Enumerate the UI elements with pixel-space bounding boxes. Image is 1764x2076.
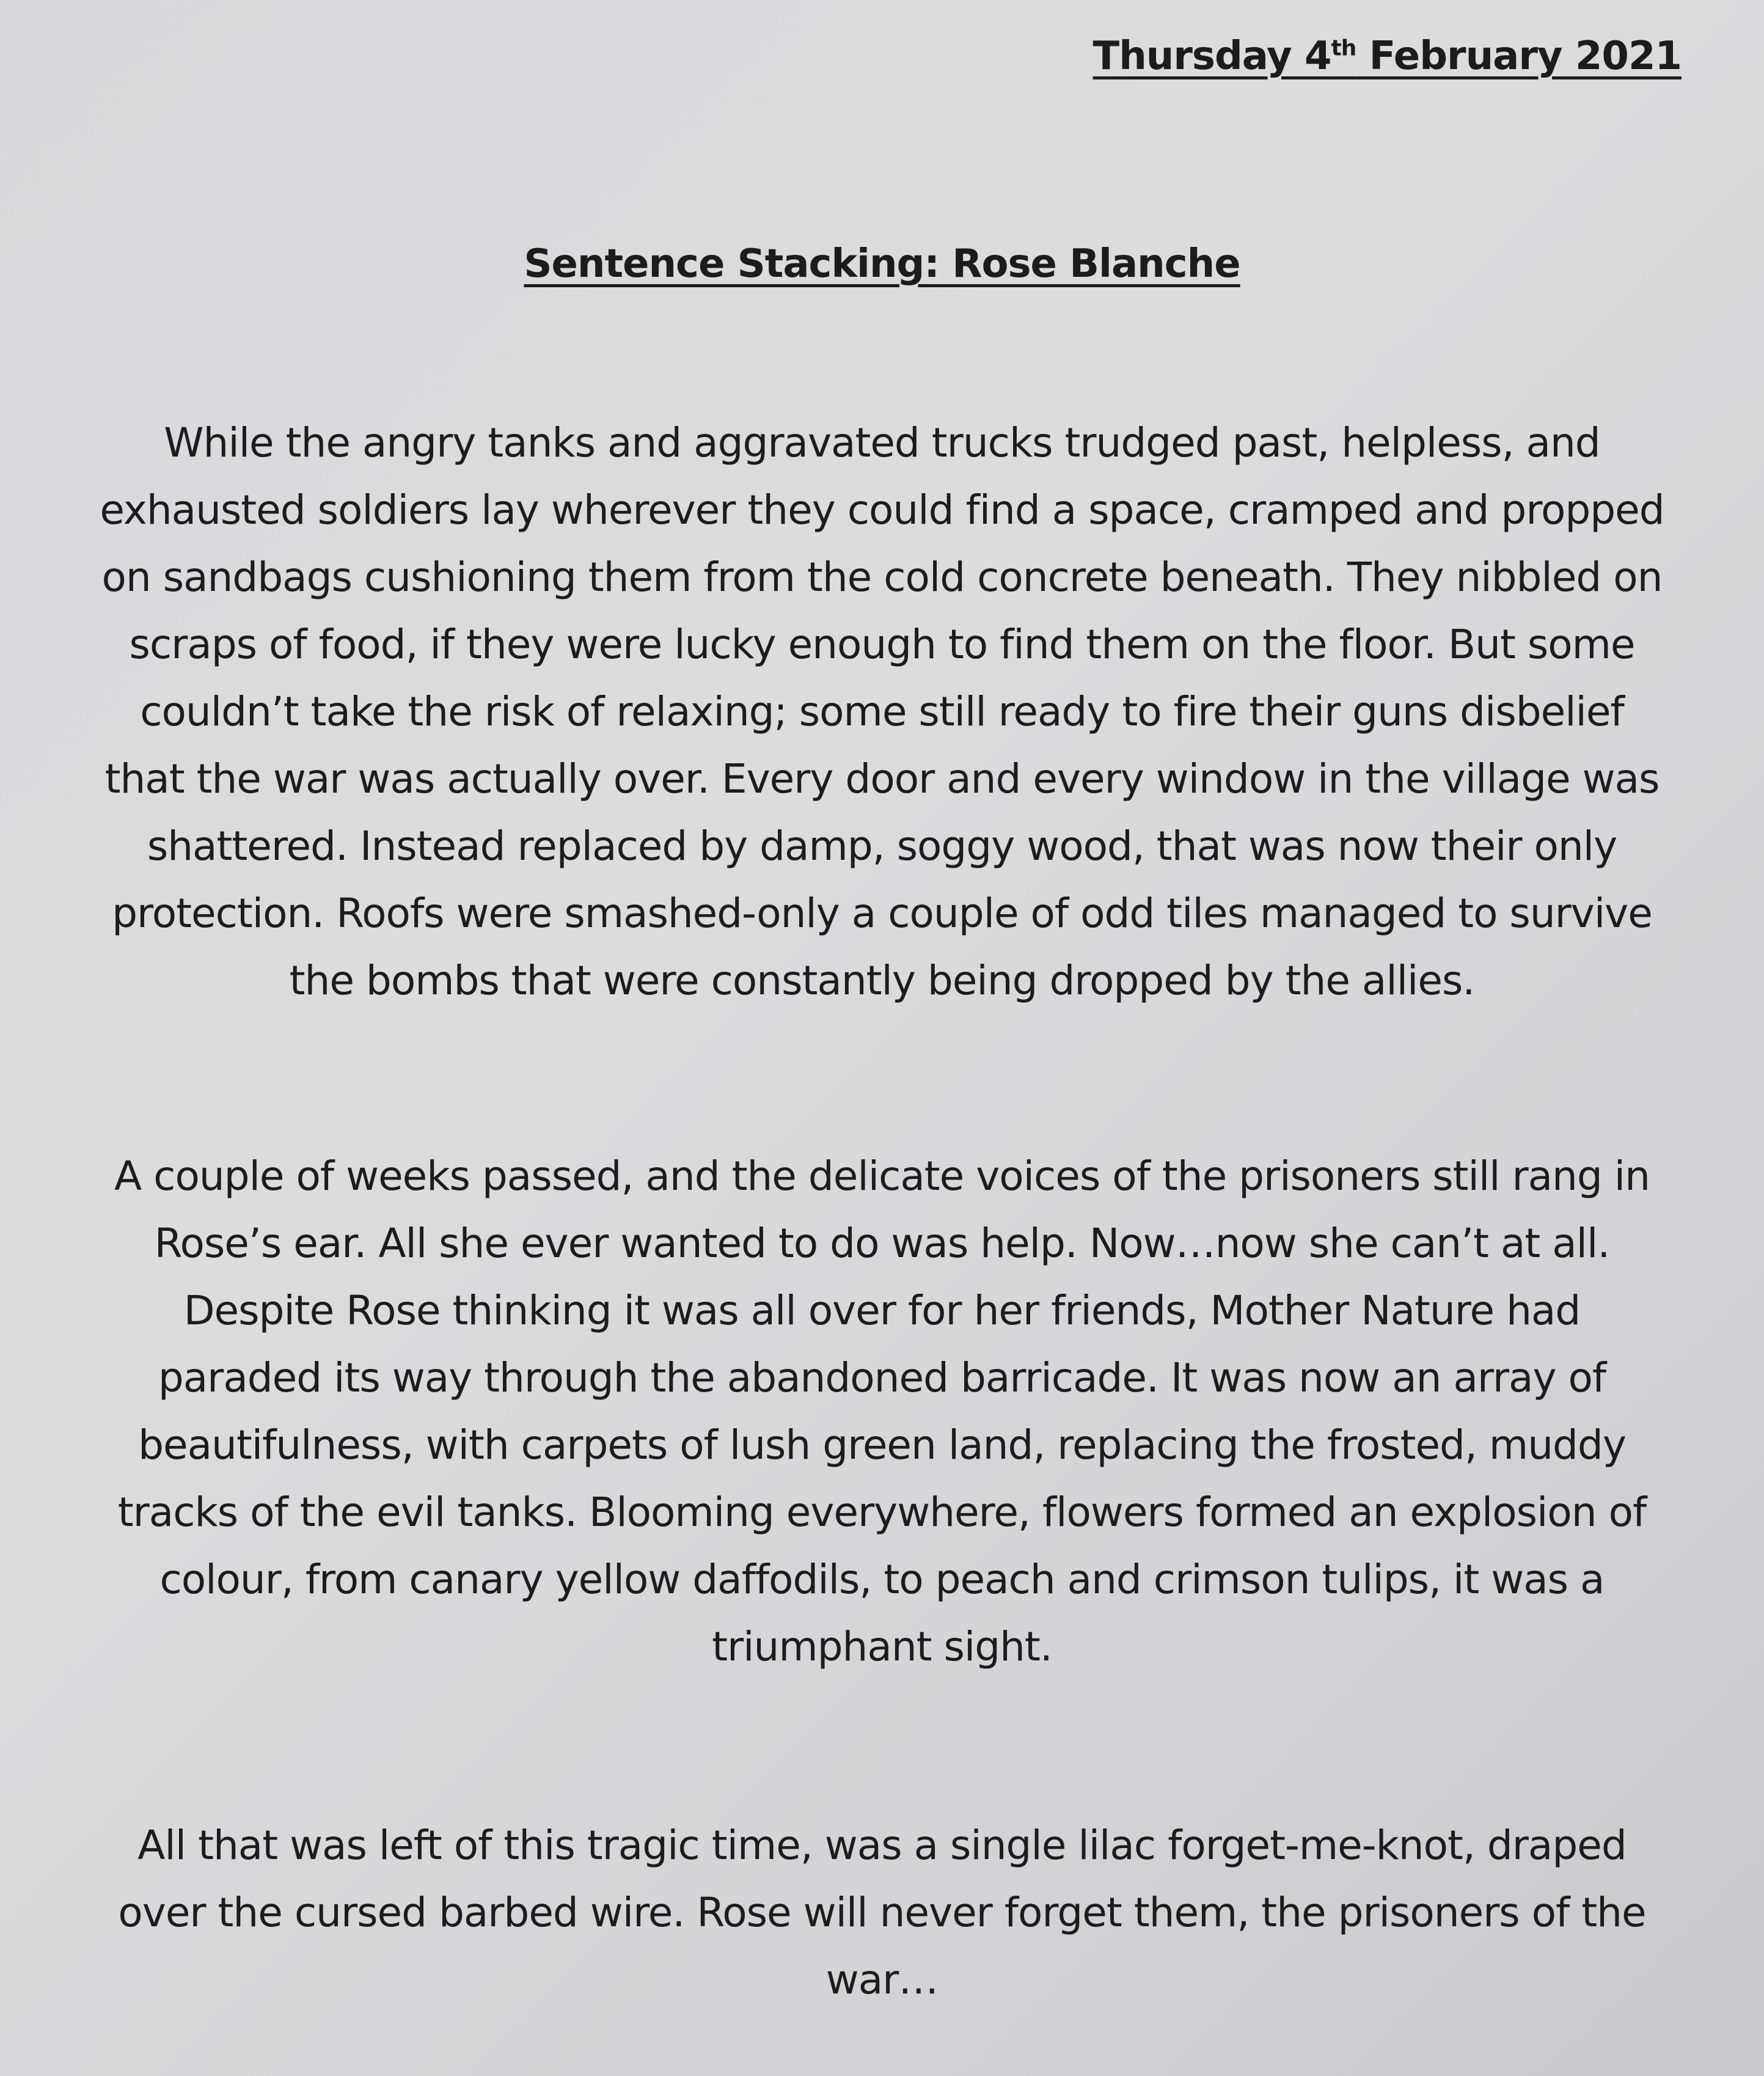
paragraph-line: Despite Rose thinking it was all over for her friends, Mother Nature had [183,1287,1581,1334]
paragraph-1 [61,409,1703,1014]
page-title: Sentence Stacking: Rose Blanche [524,241,1240,287]
paragraph-line: war… [825,1956,939,2003]
paragraph-line: paraded its way through the abandoned barricade. It was now an array of [158,1354,1606,1401]
date-ordinal-suffix: th [1331,35,1356,61]
paragraph-2 [61,1143,1703,1681]
paragraph-line: All that was left of this tragic time, was a single lilac forget-me-knot, draped [137,1822,1627,1869]
date-month-year: February 2021 [1356,34,1682,79]
paragraph-line: the bombs that were constantly being dropped by the allies. [289,957,1475,1004]
paragraph-line: protection. Roofs were smashed-only a couple of odd tiles managed to survive [112,890,1652,937]
date-heading [1093,34,1682,79]
paragraph-line: colour, from canary yellow daffodils, to peach and crimson tulips, it was a [159,1556,1605,1603]
paragraph-line: that the war was actually over. Every door and every window in the village was [104,755,1660,802]
paragraph-line: tracks of the evil tanks. Blooming everywhere, flowers formed an explosion of [117,1489,1647,1536]
paragraph-line: couldn’t take the risk of relaxing; some still ready to fire their guns disbelief [140,688,1624,735]
paragraph-line: Rose’s ear. All she ever wanted to do was help. Now…now she can’t at all. [154,1220,1610,1267]
paragraph-line: While the angry tanks and aggravated trucks trudged past, helpless, and [164,419,1600,466]
paragraph-line: over the cursed barbed wire. Rose will never forget them, the prisoners of the [118,1889,1646,1936]
paragraph-line: beautifulness, with carpets of lush green land, replacing the frosted, muddy [138,1421,1626,1469]
paragraph-line: scraps of food, if they were lucky enough to find them on the floor. But some [129,621,1635,668]
paragraph-line: triumphant sight. [712,1623,1052,1670]
paragraph-line: on sandbags cushioning them from the cold concrete beneath. They nibbled on [101,554,1663,601]
paragraph-line: shattered. Instead replaced by damp, soggy wood, that was now their only [147,823,1617,870]
paragraph-3 [61,1812,1703,2014]
paragraph-line: A couple of weeks passed, and the delicate voices of the prisoners still rang in [114,1153,1650,1200]
paragraph-line: exhausted soldiers lay wherever they could find a space, cramped and propped [100,486,1664,534]
date-day: Thursday 4 [1092,34,1331,79]
